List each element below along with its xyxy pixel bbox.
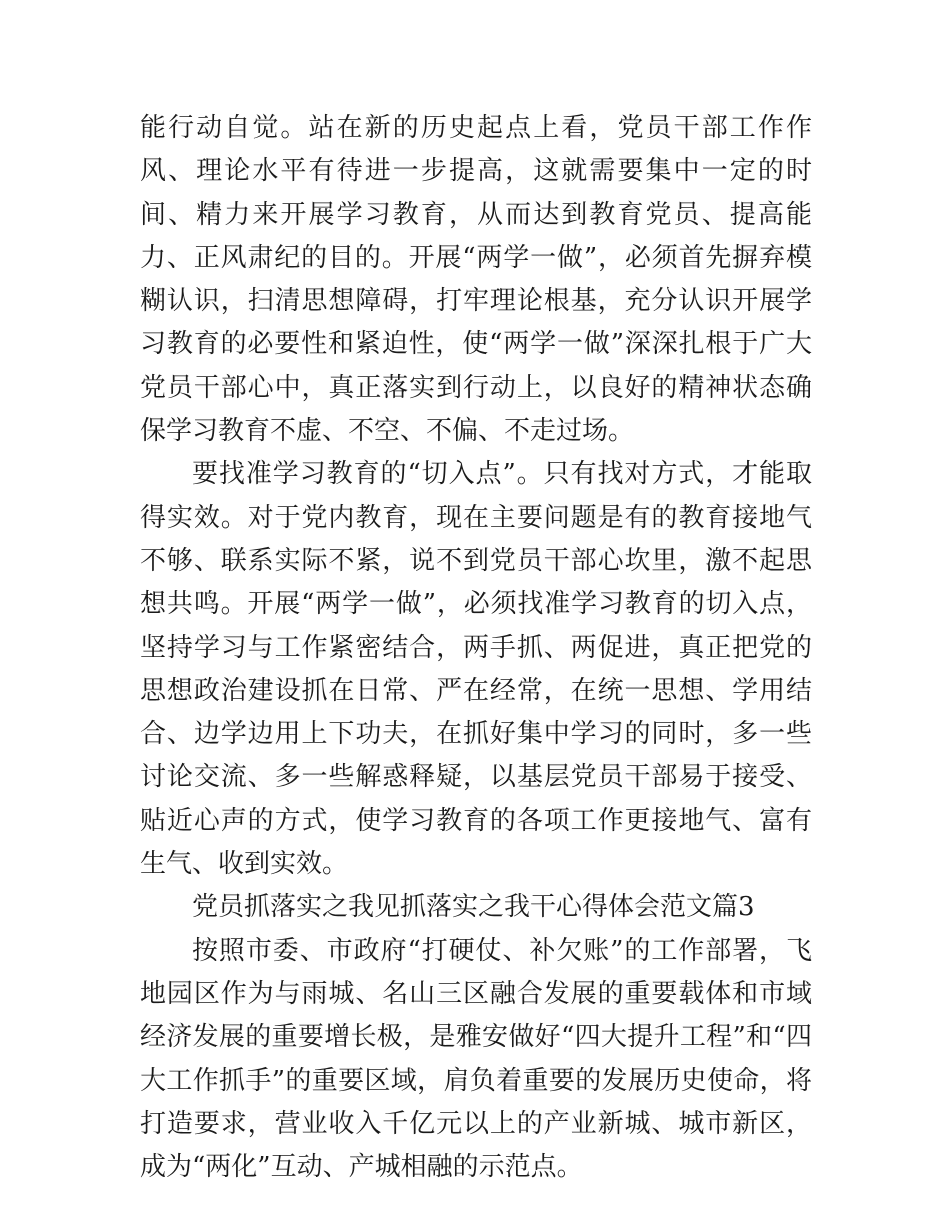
section-heading: 党员抓落实之我见抓落实之我干心得体会范文篇3	[192, 892, 755, 923]
paragraph-entry-point: 要找准学习教育的“切入点”。只有找对方式，才能取得实效。对于党内教育，现在主要问题是有的教育接地气不够、联系实际不紧，说不到党员干部心坎里，激不起思想共鸣。开展“两学一做”，必须找准学习教育的切入点，坚持学习与工作紧密结合，两手抓、两促进，真正把党的思想政治建设抓在日常、严在经常，在统一思想、学用结合、边学边用上下功夫，在抓好集中学习的同时，多一些讨论交流、多一些解惑释疑，以基层党员干部易于接受、贴近心声的方式，使学习教育的各项工作更接地气、富有生气、收到实效。	[140, 459, 812, 880]
paragraph-feidi-park: 按照市委、市政府“打硬仗、补欠账”的工作部署，飞地园区作为与雨城、名山三区融合发展的重要载体和市域经济发展的重要增长极，是雅安做好“四大提升工程”和“四大工作抓手”的重要区域，肩负着重要的发展历史使命，将打造要求，营业收入千亿元以上的产业新城、城市新区，成为“两化”互动、产城相融的示范点。	[140, 935, 812, 1183]
paragraph-continuation: 能行动自觉。站在新的历史起点上看，党员干部工作作风、理论水平有待进一步提高，这就需要集中一定的时间、精力来开展学习教育，从而达到教育党员、提高能力、正风肃纪的目的。开展“两学一做”，必须首先摒弃模糊认识，扫清思想障碍，打牢理论根基，充分认识开展学习教育的必要性和紧迫性，使“两学一做”深深扎根于广大党员干部心中，真正落实到行动上，以良好的精神状态确保学习教育不虚、不空、不偏、不走过场。	[140, 113, 812, 447]
document-body	[140, 107, 812, 1189]
